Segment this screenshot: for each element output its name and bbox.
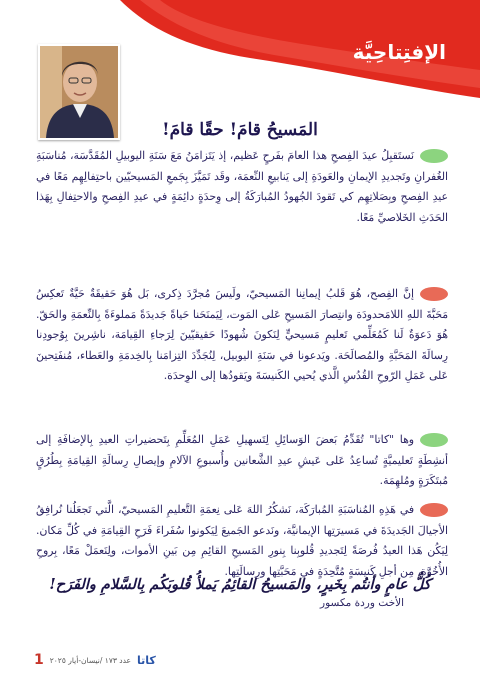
paragraph-2 (36, 284, 448, 387)
section-title: الإفتِتاحِيَّة (352, 40, 446, 64)
paragraph-3-text: وها "كاتا" تُقَدِّمُ بَعضَ الوَسائِلِ لِتَسهيلِ عَمَلِ المُعَلِّمِ بِتَحضيراتِ العيدِ بِالإضافَةِ إلى أنشِطَةٍ تَعليميَّةٍ تُساعِدُ عَلى عَيشِ عيدِ الشَّعانين وأُسبوعِ الآلامِ وإيصالِ رِسالَةِ القِيامَةِ بِطُرُقٍ مُبتَكَرَةٍ ومُلهِمَة. (36, 433, 448, 487)
paragraph-1-text: نَستَقبِلُ عيدَ الفِصحِ هذا العامَ بفَرحٍ عَظيم، إذ يَتَزامَنُ مَعَ سَنَةِ اليوبيلِ المُقَدَّسَة، مُناسَبَةِ الغُفرانِ وتَجديدِ الإيمانِ والعَودَةِ إلى يَنابيعِ النِّعمَة، وقَد تَمَيَّزَ بِجَمعِ المَسيحيّين باحتِفالِهِم مَعًا في عيدِ الفِصحِ وبِصَلاتِهِم كي تَقودَ الجُهودُ المُبارَكَةُ إلى وِحدَةٍ دائِمَةٍ في عيدِ الفِصحِ والاحتِفالِ بِهَذا الحَدَثِ الخَلاصيِّ مَعًا. (36, 149, 448, 224)
paragraph-1 (36, 146, 448, 228)
paragraph-4 (36, 500, 448, 582)
green-bullet-icon (420, 433, 448, 447)
green-bullet-icon (420, 149, 448, 163)
paragraph-3 (36, 430, 448, 492)
red-bullet-icon (420, 503, 448, 517)
paragraph-2-text: إنَّ الفِصح، هُوَ قَلبُ إيمانِنا المَسيحيّ، ولَيسَ مُجرَّدَ ذِكرى، بَل هُوَ حَقيقَةٌ حَيَّةٌ تَعكِسُ مَحَبَّةَ اللهِ اللامَحدودَة وانتِصارَ المَسيحِ عَلى المَوت، لِيَمنَحَنا حَياةً جَديدَةً مَملوءَةً بِالنِّعمَةِ والحَقّ. هُوَ دَعوَةٌ لَنا كَمُعَلِّمي تَعليمٍ مَسيحيٍّ لِنَكونَ شُهودًا حَقيقيّينَ لِرَجاءِ القِيامَة، ناشِرينَ بِوُجودِنا رِسالَةَ المَحَبَّةِ والمُصالَحَة. ويَدعونا في سَنَةِ اليوبيل، لِنُجَدِّدَ التِزامَنا بِالخِدمَةِ والعَطاء، مُنفَتِحينَ عَلى عَمَلِ الرّوحِ القُدُسِ الَّذي يُحيي الكَنيسَةَ ويَقودُها إلى الوِحدَة. (36, 287, 448, 382)
issue-info: عدد ١٧٣ /نيسان-أيار ٢٠٢٥ (49, 655, 132, 665)
article-headline: المَسيحُ قامَ! حقًا قامَ! (162, 120, 318, 140)
signature: الأخت وردة مكسور (320, 597, 404, 609)
page-number: 1 (34, 652, 44, 668)
paragraph-4-text: في هَذِهِ المُناسَبَةِ المُبارَكَة، نَشكُرُ اللهَ عَلى نِعمَةِ التَّعليمِ المَسيحيّ، الَّتي تَجعَلُنا نُرافِقُ الأجيالَ الجَديدَةَ في مَسيرَتِها الإيمانيَّة، ونَدعو الجَميعَ لِيَكونوا سُفَراءَ فَرَحِ القِيامَةِ في كُلِّ مَكان. لِيَكُن هَذا العيدُ فُرصَةً لِتَجديدِ قُلوبِنا بِنورِ المَسيحِ القائِمِ مِن بَينِ الأموات، ولِنَعمَلْ مَعًا، بِروحِ الأُخُوَّة، مِن أجلِ كَنيسَةٍ مُتَّحِدَةٍ في مَحَبَّتِها ورِسالَتِها. (36, 503, 448, 578)
red-bullet-icon (420, 287, 448, 301)
closing-greeting: كُلُّ عامٍ وأنتُم بِخَيرٍ، والمَسيحُ القائِمُ يَملأُ قُلوبَكُم بِالسَّلامِ والفَرَح! (49, 576, 431, 593)
page-footer (34, 652, 156, 668)
magazine-brand: كاتا (137, 653, 156, 667)
